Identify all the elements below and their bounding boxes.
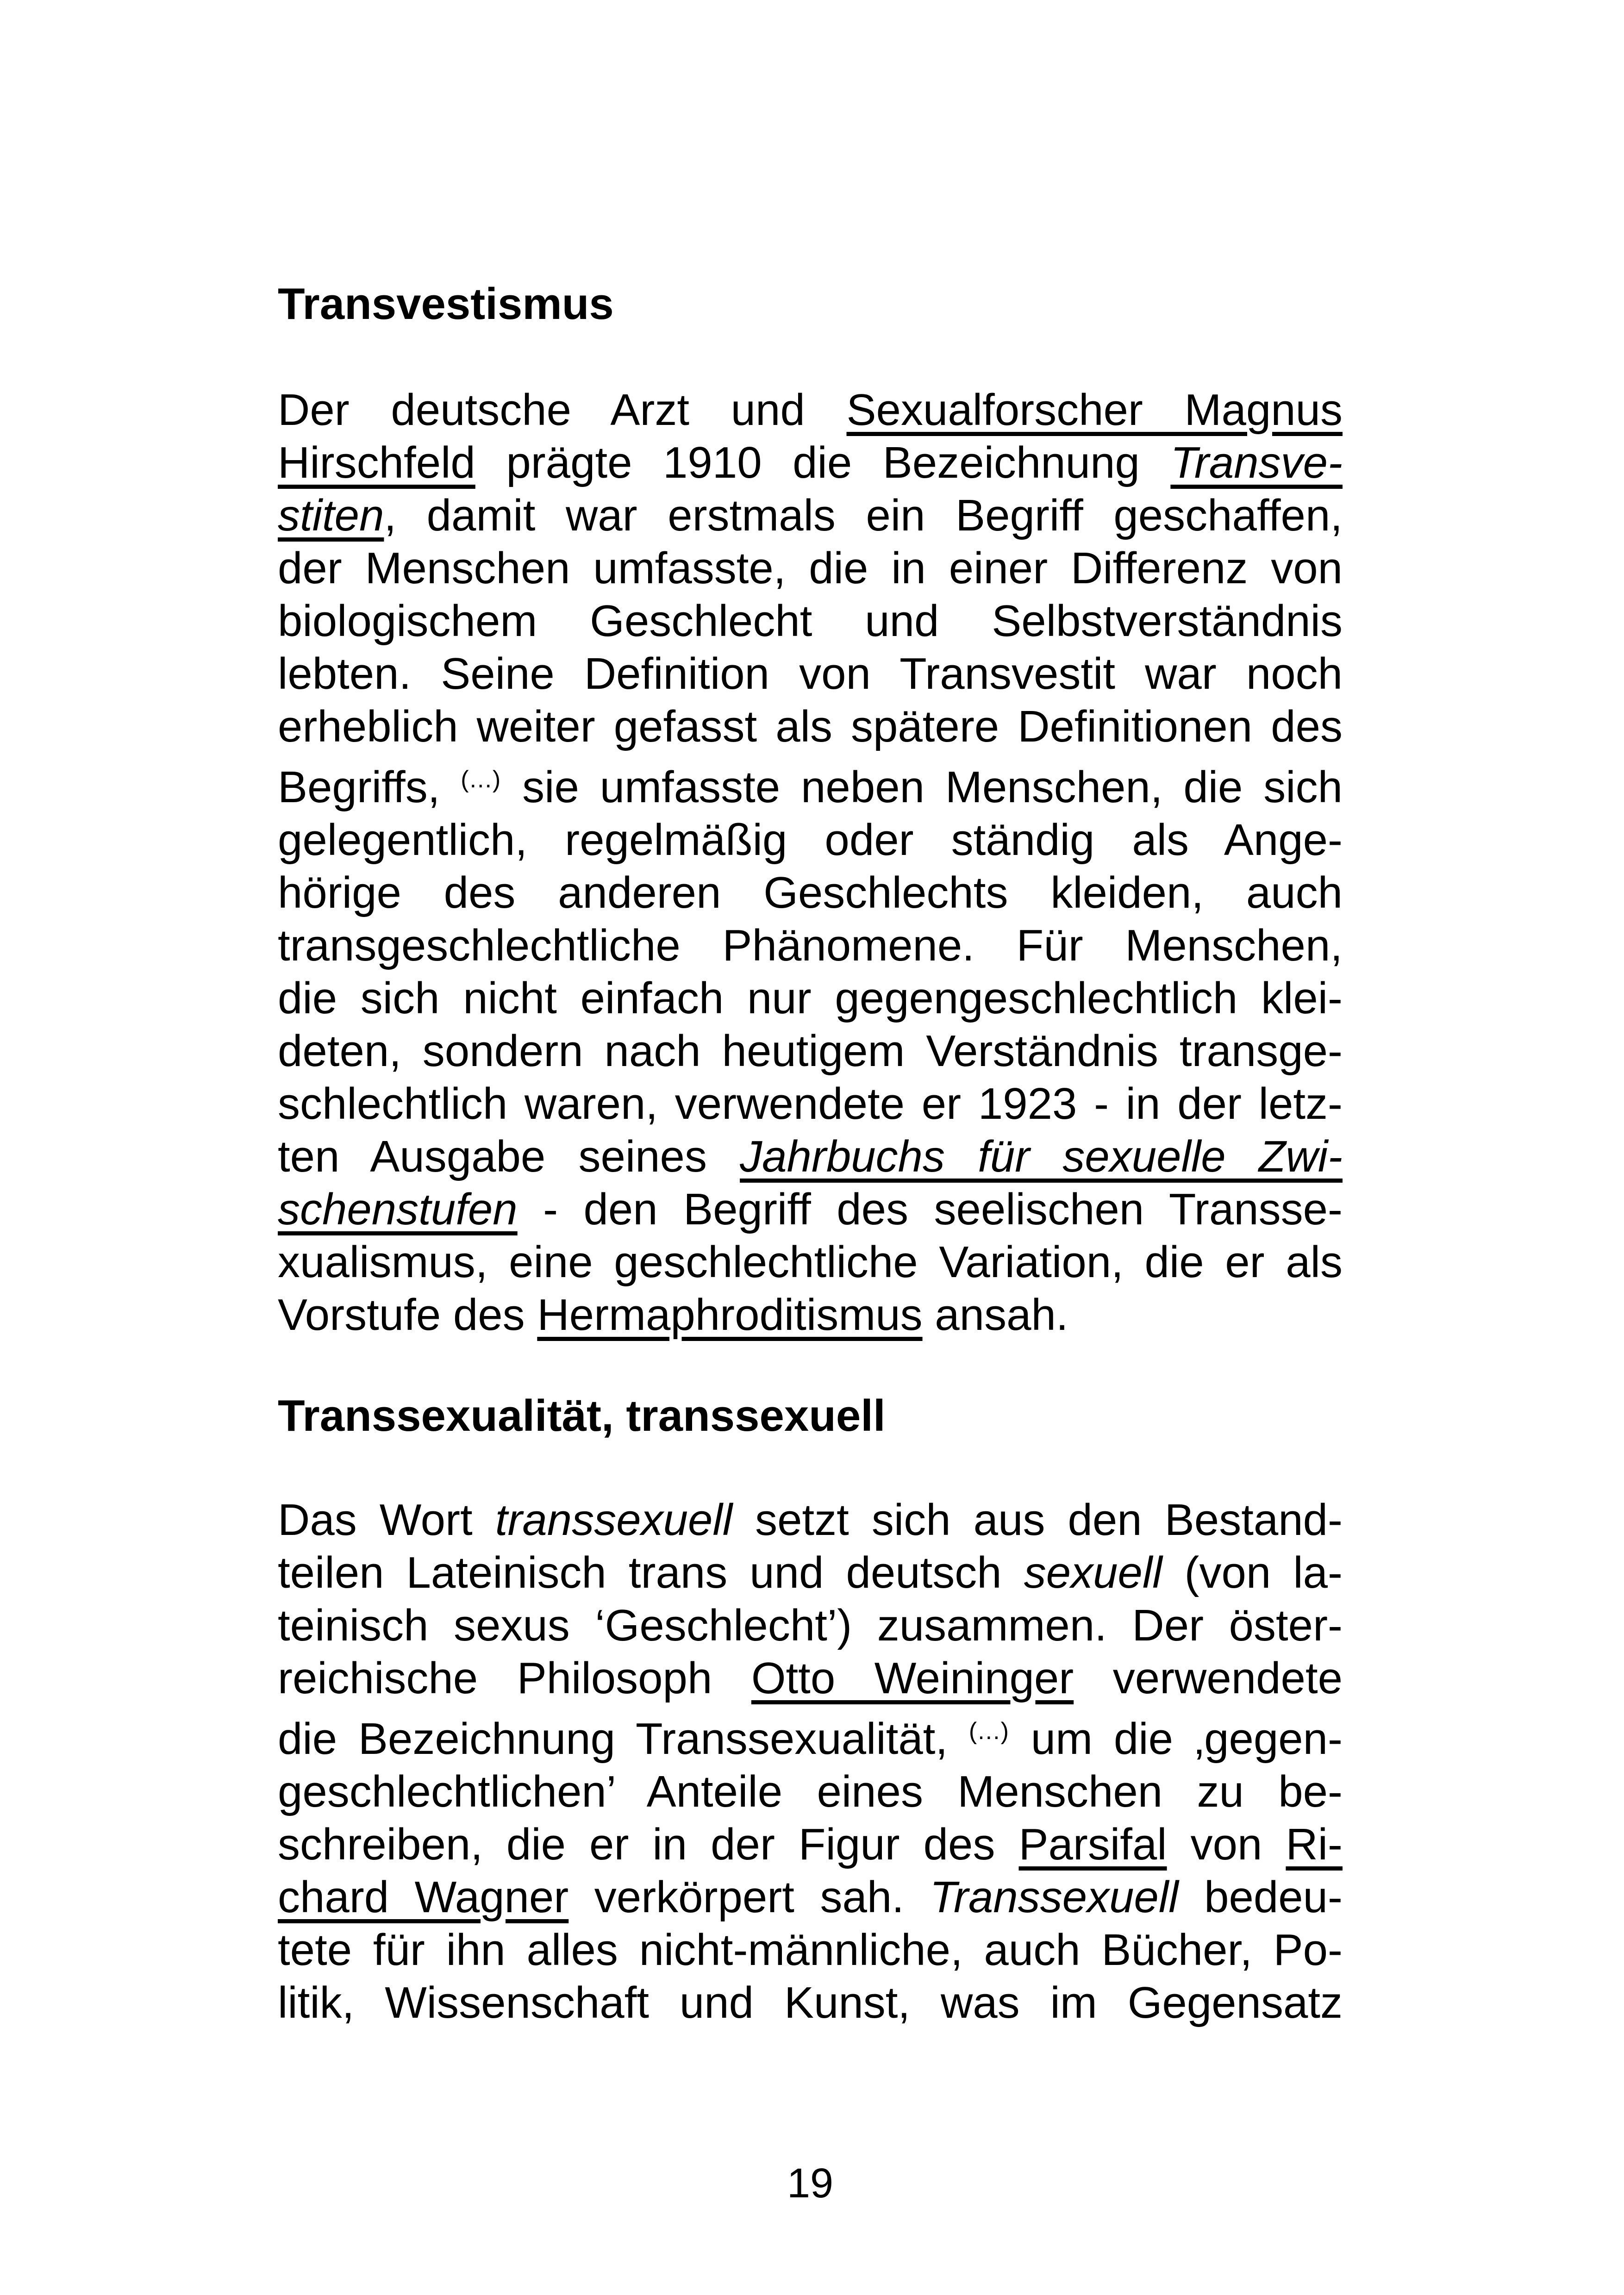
text-run: hörige des anderen Geschlechts kleiden, auch <box>278 868 1343 917</box>
text-run: schlechtlich waren, verwendete er 1923 - in der letz- <box>278 1079 1343 1129</box>
text-run: Hermaphroditismus <box>537 1290 923 1340</box>
text-run: , damit war erstmals ein Begriff geschaffen, <box>384 491 1343 540</box>
text-line <box>278 1236 1343 1289</box>
text-line <box>278 1289 1343 1341</box>
text-line <box>278 1494 1343 1547</box>
text-line <box>278 1924 1343 1977</box>
text-line <box>278 753 1343 814</box>
text-line <box>278 595 1343 648</box>
text-run: (...) <box>968 1718 1010 1745</box>
text-line <box>278 1765 1343 1818</box>
text-run: teinisch sexus ‘Geschlecht’) zusammen. Der öster- <box>278 1601 1343 1650</box>
text-run: verkörpert sah. <box>568 1872 930 1922</box>
text-line <box>278 648 1343 700</box>
text-run: Transsexuell <box>930 1872 1179 1922</box>
text-line <box>278 384 1343 437</box>
text-line <box>278 1652 1343 1705</box>
paragraph-transsexualitaet <box>278 1494 1343 2029</box>
text-run: (...) <box>461 766 502 793</box>
text-run: tete für ihn alles nicht-männliche, auch Bücher, Po- <box>278 1925 1343 1975</box>
text-run: sexuell <box>1024 1548 1162 1597</box>
text-line <box>278 919 1343 972</box>
text-run: Ri- <box>1286 1820 1343 1869</box>
paragraph-transvestismus <box>278 384 1343 1341</box>
text-run: die Bezeichnung Transsexualität, <box>278 1714 969 1764</box>
text-run: chard Wagner <box>278 1872 569 1922</box>
text-run: der Menschen umfasste, die in einer Differenz von <box>278 543 1343 593</box>
text-line <box>278 1818 1343 1871</box>
text-run: schenstufen <box>278 1185 518 1234</box>
text-run: setzt sich aus den Bestand- <box>732 1495 1343 1545</box>
text-run: Hirschfeld <box>278 438 475 487</box>
text-line <box>278 1547 1343 1599</box>
text-run: von <box>1167 1820 1286 1869</box>
text-run: transgeschlechtliche Phänomene. Für Menschen, <box>278 921 1343 970</box>
text-run: Sexualforscher Magnus <box>846 385 1343 435</box>
text-run: ansah. <box>922 1290 1068 1340</box>
text-run: ten Ausgabe seines <box>278 1132 740 1181</box>
text-line <box>278 814 1343 867</box>
text-line <box>278 489 1343 542</box>
text-run: geschlechtlichen’ Anteile eines Menschen zu be- <box>278 1767 1343 1816</box>
section-heading-transsexualitaet: Transsexualität, transsexuell <box>278 1391 886 1441</box>
text-run: die sich nicht einfach nur gegengeschlechtlich klei- <box>278 973 1343 1023</box>
text-run: erheblich weiter gefasst als spätere Definitionen des <box>278 702 1343 751</box>
text-run: deten, sondern nach heutigem Verständnis transge- <box>278 1026 1343 1076</box>
text-line <box>278 1025 1343 1078</box>
text-run: prägte 1910 die Bezeichnung <box>475 438 1171 487</box>
text-line <box>278 1599 1343 1652</box>
text-line <box>278 1130 1343 1183</box>
text-run: Begriffs, <box>278 762 461 812</box>
text-run: biologischem Geschlecht und Selbstverständnis <box>278 596 1343 646</box>
section-heading-transvestismus: Transvestismus <box>278 279 614 329</box>
text-run: lebten. Seine Definition von Transvestit war noch <box>278 649 1343 698</box>
text-run: Der deutsche Arzt und <box>278 385 847 435</box>
text-run: Vorstufe des <box>278 1290 537 1340</box>
text-run: gelegentlich, regelmäßig oder ständig als Ange- <box>278 815 1343 865</box>
text-run: stiten <box>278 491 384 540</box>
text-run: bedeu- <box>1178 1872 1343 1922</box>
text-line <box>278 1705 1343 1765</box>
text-run: xualismus, eine geschlechtliche Variation, die er als <box>278 1237 1343 1287</box>
text-line <box>278 1977 1343 2029</box>
text-run: schreiben, die er in der Figur des <box>278 1820 1019 1869</box>
text-line <box>278 542 1343 595</box>
page-number: 19 <box>787 2160 834 2207</box>
text-run: transsexuell <box>495 1495 733 1545</box>
text-line <box>278 867 1343 919</box>
text-run: Das Wort <box>278 1495 495 1545</box>
text-line <box>278 1183 1343 1236</box>
text-run: Otto Weininger <box>751 1653 1074 1703</box>
text-run: (von la- <box>1162 1548 1343 1597</box>
text-run: Parsifal <box>1018 1820 1167 1869</box>
text-run: litik, Wissenschaft und Kunst, was im Gegensatz <box>278 1978 1343 2027</box>
text-line <box>278 700 1343 753</box>
text-run: Transve- <box>1170 438 1343 487</box>
text-run: verwendete <box>1074 1653 1343 1703</box>
text-line <box>278 437 1343 489</box>
text-run: teilen Lateinisch trans und deutsch <box>278 1548 1024 1597</box>
text-run: sie umfasste neben Menschen, die sich <box>501 762 1343 812</box>
text-line <box>278 1078 1343 1130</box>
text-run: Jahrbuchs für sexuelle Zwi- <box>740 1132 1343 1181</box>
text-line <box>278 1871 1343 1924</box>
text-line <box>278 972 1343 1025</box>
text-run: reichische Philosoph <box>278 1653 751 1703</box>
text-run: um die ‚gegen- <box>1009 1714 1343 1764</box>
text-run: - den Begriff des seelischen Transse- <box>517 1185 1343 1234</box>
